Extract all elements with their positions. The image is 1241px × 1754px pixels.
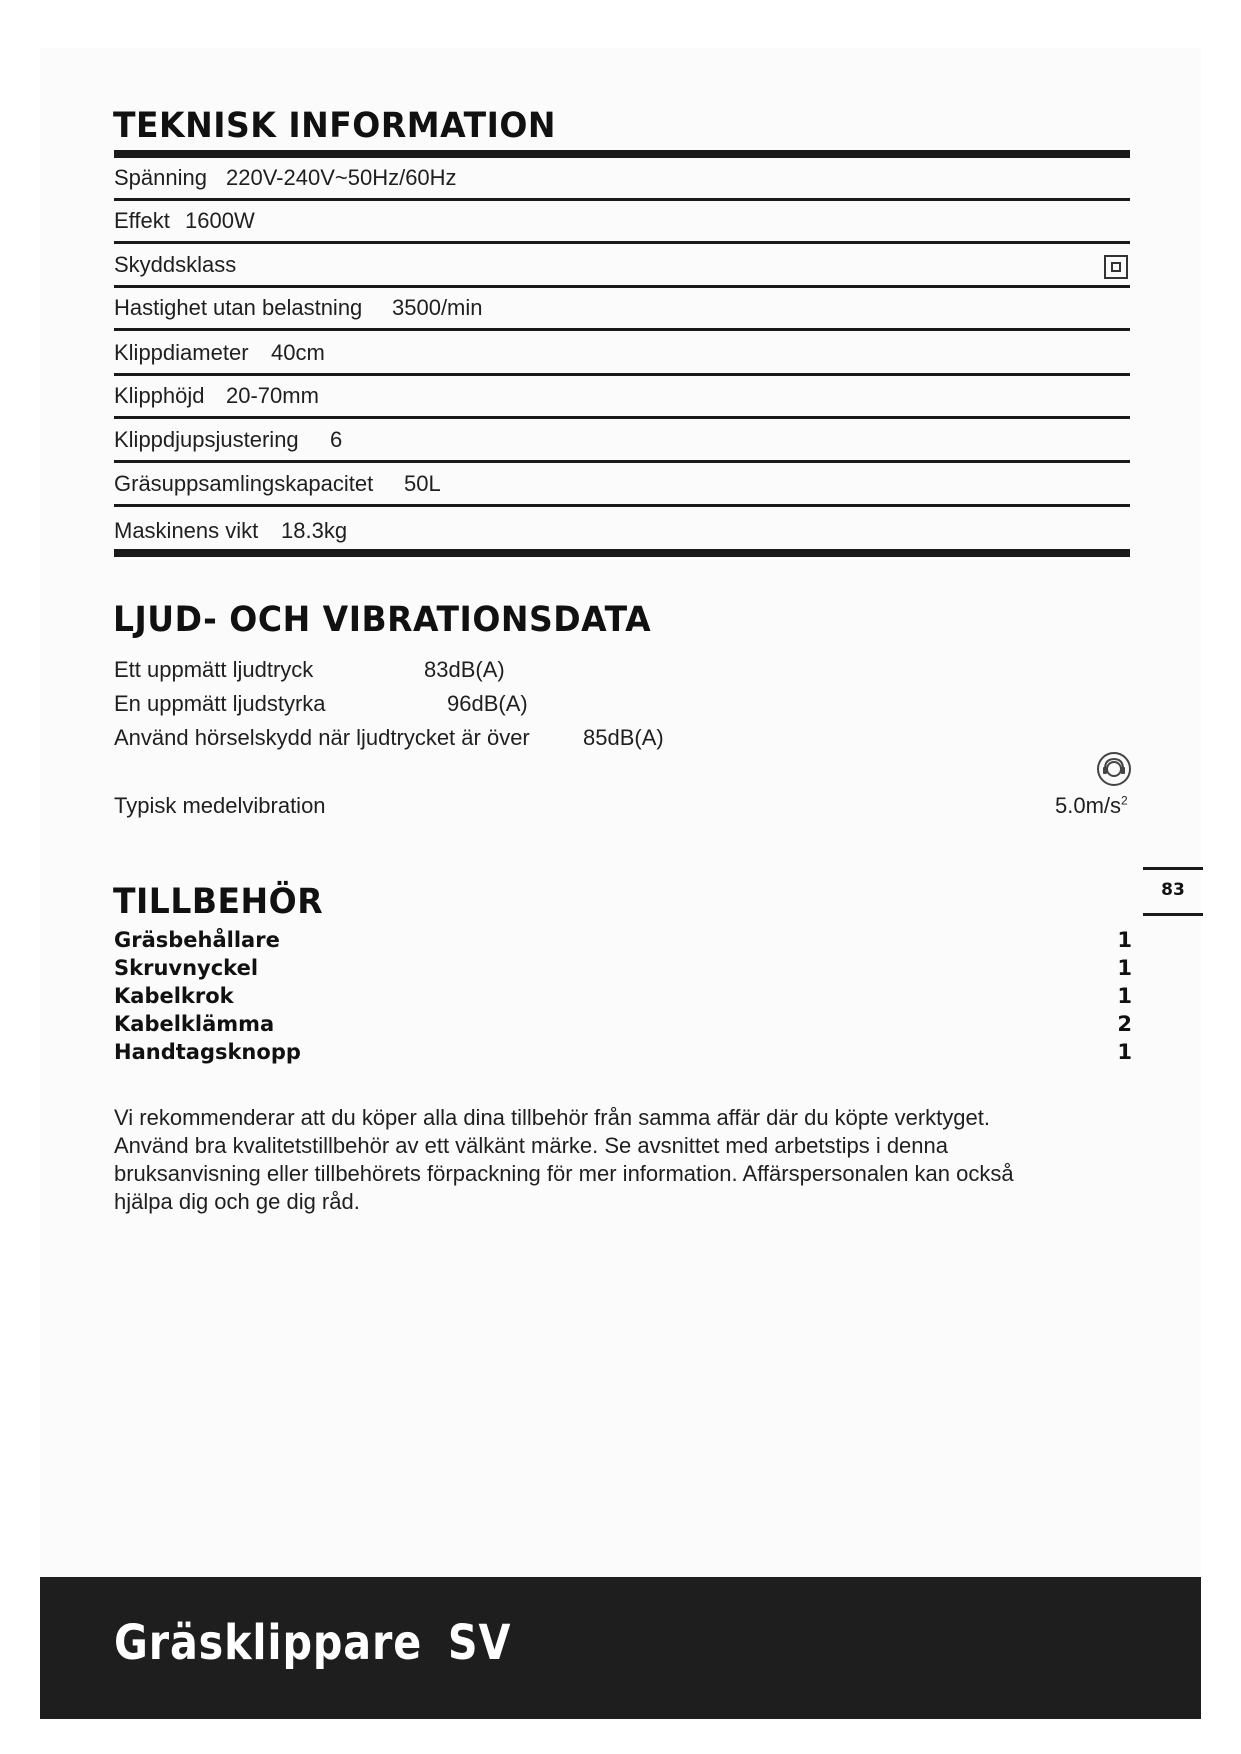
accessory-name: Kabelkrok bbox=[114, 984, 234, 1008]
accessory-name: Gräsbehållare bbox=[114, 928, 280, 952]
spec-row-protection-class bbox=[114, 245, 1130, 288]
accessory-name: Kabelklämma bbox=[114, 1012, 275, 1036]
accessory-qty: 1 bbox=[1117, 984, 1132, 1008]
spec-label: Maskinens vikt bbox=[114, 518, 259, 543]
accessory-name: Skruvnyckel bbox=[114, 956, 259, 980]
spec-label: Klipphöjd bbox=[114, 383, 205, 408]
page-number-tab bbox=[1143, 867, 1203, 916]
spec-row-cutting-diameter bbox=[114, 333, 1130, 376]
spec-row-voltage bbox=[114, 158, 1130, 201]
vibration-value bbox=[1055, 793, 1128, 819]
accessory-qty: 2 bbox=[1117, 1012, 1132, 1036]
spec-value: 50L bbox=[404, 471, 441, 496]
spec-value: 40cm bbox=[271, 340, 325, 365]
spec-value: 3500/min bbox=[392, 295, 483, 320]
spec-row-cutting-height bbox=[114, 376, 1130, 419]
ear-protection-value: 85dB(A) bbox=[583, 725, 664, 750]
vibration-number: 5.0m/s bbox=[1055, 793, 1122, 818]
spec-row-power bbox=[114, 201, 1130, 244]
spec-label: Hastighet utan belastning bbox=[114, 295, 363, 320]
accessories-heading: TILLBEHÖR bbox=[113, 880, 324, 922]
sound-power-value: 96dB(A) bbox=[447, 691, 528, 716]
tech-top-rule bbox=[114, 150, 1130, 158]
sound-vibration-heading: LJUD- OCH VIBRATIONSDATA bbox=[113, 598, 652, 640]
spec-label: Gräsuppsamlingskapacitet bbox=[114, 471, 374, 496]
spec-value: 1600W bbox=[185, 208, 255, 233]
spec-value: 220V-240V~50Hz/60Hz bbox=[226, 165, 457, 190]
accessory-qty: 1 bbox=[1117, 928, 1132, 952]
spec-row-no-load-speed bbox=[114, 288, 1130, 331]
footer-title bbox=[114, 1615, 511, 1671]
sound-power-label: En uppmätt ljudstyrka bbox=[114, 691, 326, 716]
spec-label: Skyddsklass bbox=[114, 252, 237, 277]
note-line: bruksanvisning eller tillbehörets förpackning för mer information. Affärspersonalen kan också bbox=[114, 1161, 1014, 1186]
sound-pressure-label: Ett uppmätt ljudtryck bbox=[114, 657, 314, 682]
note-line: Vi rekommenderar att du köper alla dina tillbehör från samma affär där du köpte verktyget. bbox=[114, 1105, 990, 1130]
note-line: hjälpa dig och ge dig råd. bbox=[114, 1189, 360, 1214]
ear-protection-label: Använd hörselskydd när ljudtrycket är över bbox=[114, 725, 530, 750]
tech-bottom-rule bbox=[114, 549, 1130, 557]
page-number: 83 bbox=[1161, 880, 1185, 900]
tech-info-heading: TEKNISK INFORMATION bbox=[113, 104, 557, 146]
spec-value: 18.3kg bbox=[281, 518, 348, 543]
accessory-qty: 1 bbox=[1117, 956, 1132, 980]
spec-value: 6 bbox=[330, 427, 343, 452]
spec-row-weight bbox=[114, 507, 1130, 551]
language-code: SV bbox=[447, 1615, 512, 1671]
sound-pressure-value: 83dB(A) bbox=[424, 657, 505, 682]
product-name: Gräsklippare bbox=[114, 1615, 423, 1671]
accessory-qty: 1 bbox=[1117, 1040, 1132, 1064]
accessories-note bbox=[114, 1104, 1144, 1216]
spec-label: Effekt bbox=[114, 208, 170, 233]
double-insulation-icon bbox=[1104, 255, 1128, 279]
note-line: Använd bra kvalitetstillbehör av ett välkänt märke. Se avsnittet med arbetstips i denna bbox=[114, 1133, 948, 1158]
vibration-label: Typisk medelvibration bbox=[114, 793, 326, 818]
spec-label: Klippdiameter bbox=[114, 340, 249, 365]
spec-label: Spänning bbox=[114, 165, 207, 190]
spec-label: Klippdjupsjustering bbox=[114, 427, 299, 452]
spec-row-grass-capacity bbox=[114, 464, 1130, 507]
spec-row-height-adjust bbox=[114, 420, 1130, 463]
vibration-exponent: 2 bbox=[1121, 793, 1128, 808]
accessory-name: Handtagsknopp bbox=[114, 1040, 301, 1064]
spec-value: 20-70mm bbox=[226, 383, 319, 408]
footer-banner bbox=[40, 1577, 1201, 1719]
ear-protection-icon bbox=[1097, 752, 1131, 786]
